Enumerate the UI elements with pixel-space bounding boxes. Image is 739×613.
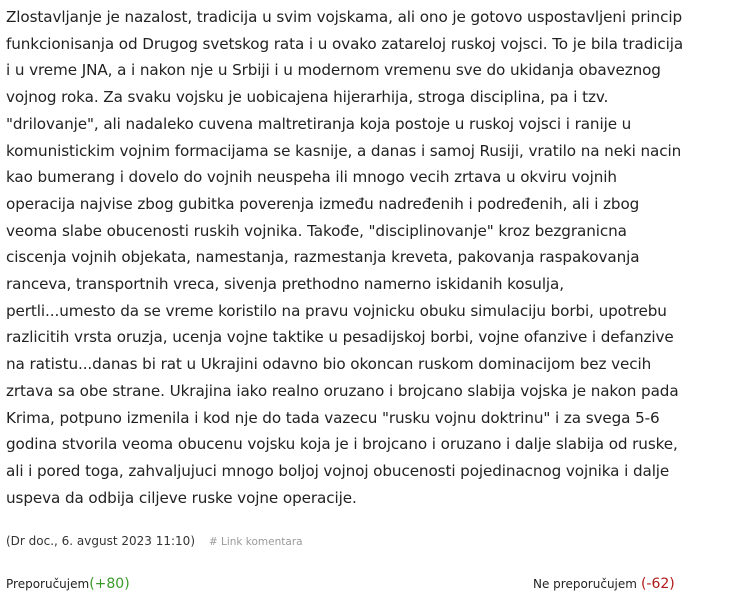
not-recommend-button[interactable]	[533, 574, 675, 594]
not-recommend-score: (-62)	[640, 576, 675, 592]
comment-text: Zlostavljanje je nazalost, tradicija u svim vojskama, ali ono je gotovo uspostavljeni princip funkcionisanja od Drugog svetskog rata i u ovako zatareloj ruskoj vojsci. To je bila tradicija i u vreme JNA, a i nakon nje u Srbiji i u modernom vremenu sve do ukidanja obaveznog vojnog roka. Za svaku vojsku je uobicajena hijerarhija, stroga disciplina, pa i tzv. "drilovanje", ali nadaleko cuvena maltretiranja koja postoje u ruskoj vojsci i ranije u komunistickim vojnim formacijama se kasnije, a danas i samoj Rusiji, vratilo na neki nacin kao bumerang i dovelo do vojnih neuspeha ili mnogo vecih zrtava u okviru vojnih operacija najvise zbog gubitka poverenja između nadređenih i podređenih, ali i zbog veoma slabe obucenosti ruskih vojnika. Takođe, "disciplinovanje" kroz bezgranicna ciscenja vojnih objekata, namestanja, razmestanja kreveta, pakovanja raspakovanja ranceva, transportnih vreca, sivenja prethodno namerno iskidanih kosulja, pertli...umesto da se vreme koristilo na pravu vojnicku obuku simulaciju borbi, upotrebu razlicitih vrsta oruzja, ucenja vojne taktike u pesadijskoj borbi, vojne ofanzive i defanzive na ratistu...danas bi rat u Ukrajini odavno bio okoncan ruskom dominacijom bez vecih zrtava sa obe strane. Ukrajina iako realno oruzano i brojcano slabija vojska je nakon pada Krima, potpuno izmenila i kod nje do tada vazecu "rusku vojnu doktrinu" i za svega 5-6 godina stvorila veoma obucenu vojsku koja je i brojcano i oruzano i dalje slabija od ruske, ali i pored toga, zahvaljujuci mnogo boljoj vojnoj obucenosti pojedinacnog vojnika i dalje uspeva da odbija ciljeve ruske vojne operacije.	[6, 8, 684, 507]
recommend-score: (+80)	[89, 576, 130, 592]
not-recommend-label: Ne preporučujem	[533, 577, 637, 591]
comment-meta	[6, 532, 303, 551]
recommend-button[interactable]	[6, 574, 130, 594]
recommend-label: Preporučujem	[6, 577, 90, 591]
comment-author-date: (Dr doc., 6. avgust 2023 11:10)	[6, 534, 195, 548]
comment-permalink[interactable]: # Link komentara	[208, 536, 303, 548]
